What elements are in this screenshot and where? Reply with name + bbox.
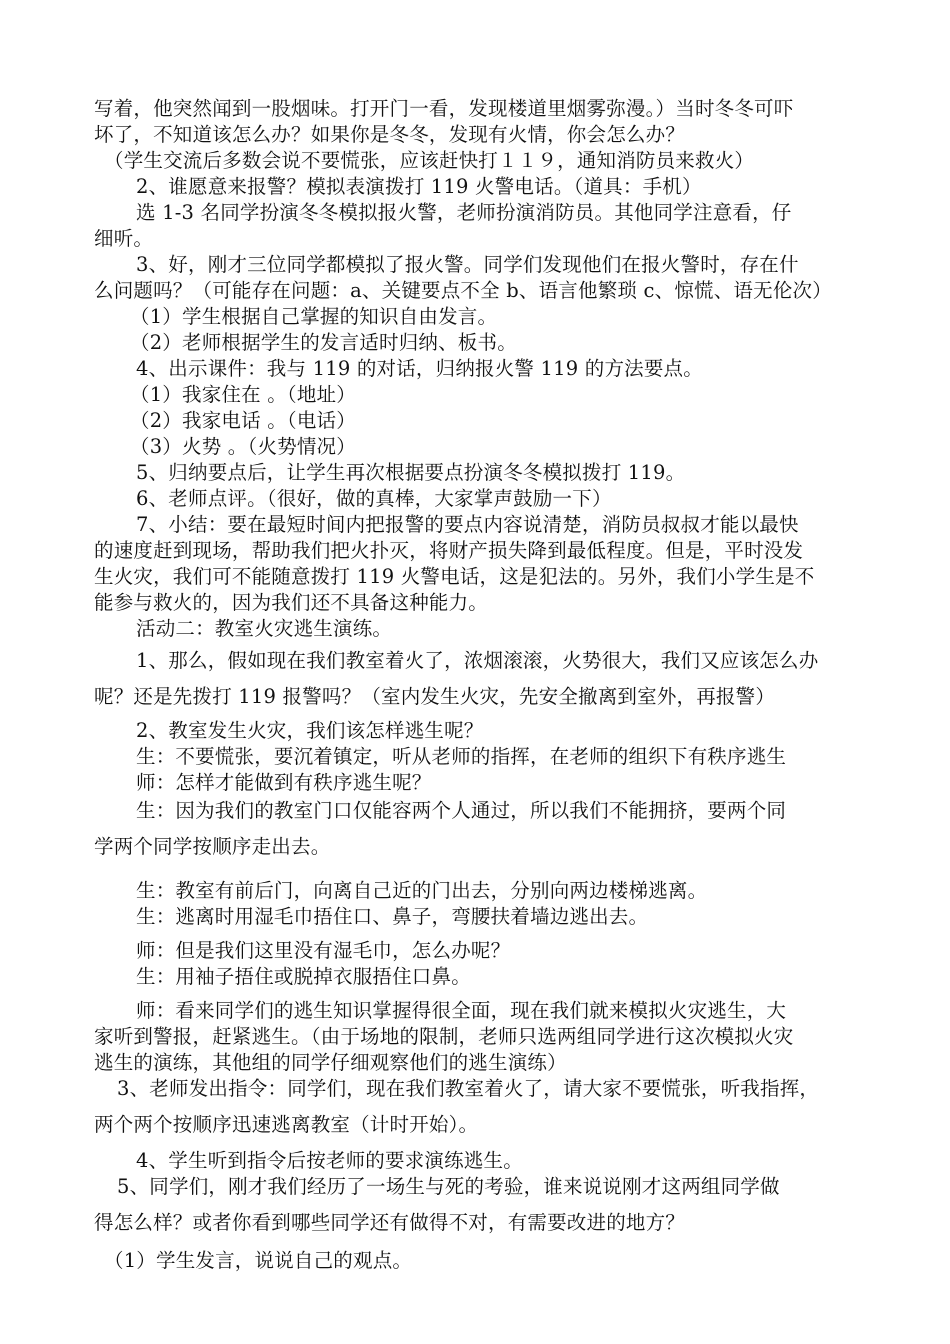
- paragraph-line: 坏了，不知道该怎么办？如果你是冬冬，发现有火情，你会怎么办？: [94, 123, 686, 146]
- paragraph-line: （学生交流后多数会说不要慌张，应该赶快打１１９，通知消防员来救火）: [104, 149, 755, 172]
- paragraph-line: 学两个同学按顺序走出去。: [94, 835, 331, 858]
- paragraph-line: 1、那么，假如现在我们教室着火了，浓烟滚滚，火势很大，我们又应该怎么办: [136, 649, 819, 672]
- dialogue-line: 生：逃离时用湿毛巾捂住口、鼻子，弯腰扶着墙边逃出去。: [136, 905, 649, 928]
- paragraph-line: 两个两个按顺序迅速逃离教室（计时开始）。: [94, 1113, 479, 1136]
- dialogue-line: 生：因为我们的教室门口仅能容两个人通过，所以我们不能拥挤，要两个同: [136, 799, 787, 822]
- dialogue-line: 师：看来同学们的逃生知识掌握得很全面，现在我们就来模拟火灾逃生，大: [136, 999, 787, 1022]
- paragraph-line: （1）学生发言，说说自己的观点。: [104, 1249, 413, 1272]
- paragraph-line: 细听。: [94, 227, 154, 250]
- dialogue-line: 师：怎样才能做到有秩序逃生呢？: [136, 771, 432, 794]
- paragraph-line: 呢？还是先拨打 119 报警吗？（室内发生火灾，先安全撤离到室外，再报警）: [94, 685, 776, 708]
- paragraph-line: 2、谁愿意来报警？模拟表演拨打 119 火警电话。（道具：手机）: [136, 175, 702, 198]
- paragraph-line: （3）火势 。（火势情况）: [130, 435, 356, 458]
- dialogue-line: 生：不要慌张，要沉着镇定，听从老师的指挥，在老师的组织下有秩序逃生: [136, 745, 787, 768]
- paragraph-line: 4、学生听到指令后按老师的要求演练逃生。: [136, 1149, 523, 1172]
- dialogue-line: 师：但是我们这里没有湿毛巾，怎么办呢？: [136, 939, 511, 962]
- paragraph-line: 3、老师发出指令：同学们，现在我们教室着火了，请大家不要慌张，听我指挥，: [117, 1077, 820, 1100]
- paragraph-line: （2）我家电话 。（电话）: [130, 409, 356, 432]
- paragraph-line: （1）学生根据自己掌握的知识自由发言。: [130, 305, 498, 328]
- paragraph-line: 逃生的演练，其他组的同学仔细观察他们的逃生演练）: [94, 1051, 567, 1074]
- paragraph-line: 选 1-3 名同学扮演冬冬模拟报火警，老师扮演消防员。其他同学注意看，仔: [136, 201, 792, 224]
- paragraph-line: （2）老师根据学生的发言适时归纳、板书。: [130, 331, 517, 354]
- paragraph-line: 的速度赶到现场，帮助我们把火扑灭，将财产损失降到最低程度。但是，平时没发: [94, 539, 804, 562]
- paragraph-line: 7、小结：要在最短时间内把报警的要点内容说清楚，消防员叔叔才能以最快: [136, 513, 799, 536]
- dialogue-line: 生：教室有前后门，向离自己近的门出去，分别向两边楼梯逃离。: [136, 879, 708, 902]
- paragraph-line: 得怎么样？或者你看到哪些同学还有做得不对，有需要改进的地方？: [94, 1211, 686, 1234]
- paragraph-line: 6、老师点评。（很好，做的真棒，大家掌声鼓励一下）: [136, 487, 612, 510]
- paragraph-line: 2、教室发生火灾，我们该怎样逃生呢？: [136, 719, 484, 742]
- paragraph-line: 写着，他突然闻到一股烟味。打开门一看，发现楼道里烟雾弥漫。）当时冬冬可吓: [94, 97, 794, 120]
- dialogue-line: 生：用袖子捂住或脱掉衣服捂住口鼻。: [136, 965, 471, 988]
- section-heading: 活动二：教室火灾逃生演练。: [136, 617, 393, 640]
- paragraph-line: 生火灾，我们可不能随意拨打 119 火警电话，这是犯法的。另外，我们小学生是不: [94, 565, 815, 588]
- paragraph-line: 5、同学们，刚才我们经历了一场生与死的考验，谁来说说刚才这两组同学做: [117, 1175, 780, 1198]
- paragraph-line: 么问题吗？（可能存在问题：a、关键要点不全 b、语言他繁琐 c、惊慌、语无伦次）: [94, 279, 832, 302]
- paragraph-line: 4、出示课件：我与 119 的对话，归纳报火警 119 的方法要点。: [136, 357, 703, 380]
- paragraph-line: 5、归纳要点后，让学生再次根据要点扮演冬冬模拟拨打 119。: [136, 461, 686, 484]
- paragraph-line: 能参与救火的，因为我们还不具备这种能力。: [94, 591, 489, 614]
- paragraph-line: 家听到警报，赶紧逃生。（由于场地的限制，老师只选两组同学进行这次模拟火灾: [94, 1025, 794, 1048]
- paragraph-line: （1）我家住在 。（地址）: [130, 383, 356, 406]
- paragraph-line: 3、好，刚才三位同学都模拟了报火警。同学们发现他们在报火警时，存在什: [136, 253, 799, 276]
